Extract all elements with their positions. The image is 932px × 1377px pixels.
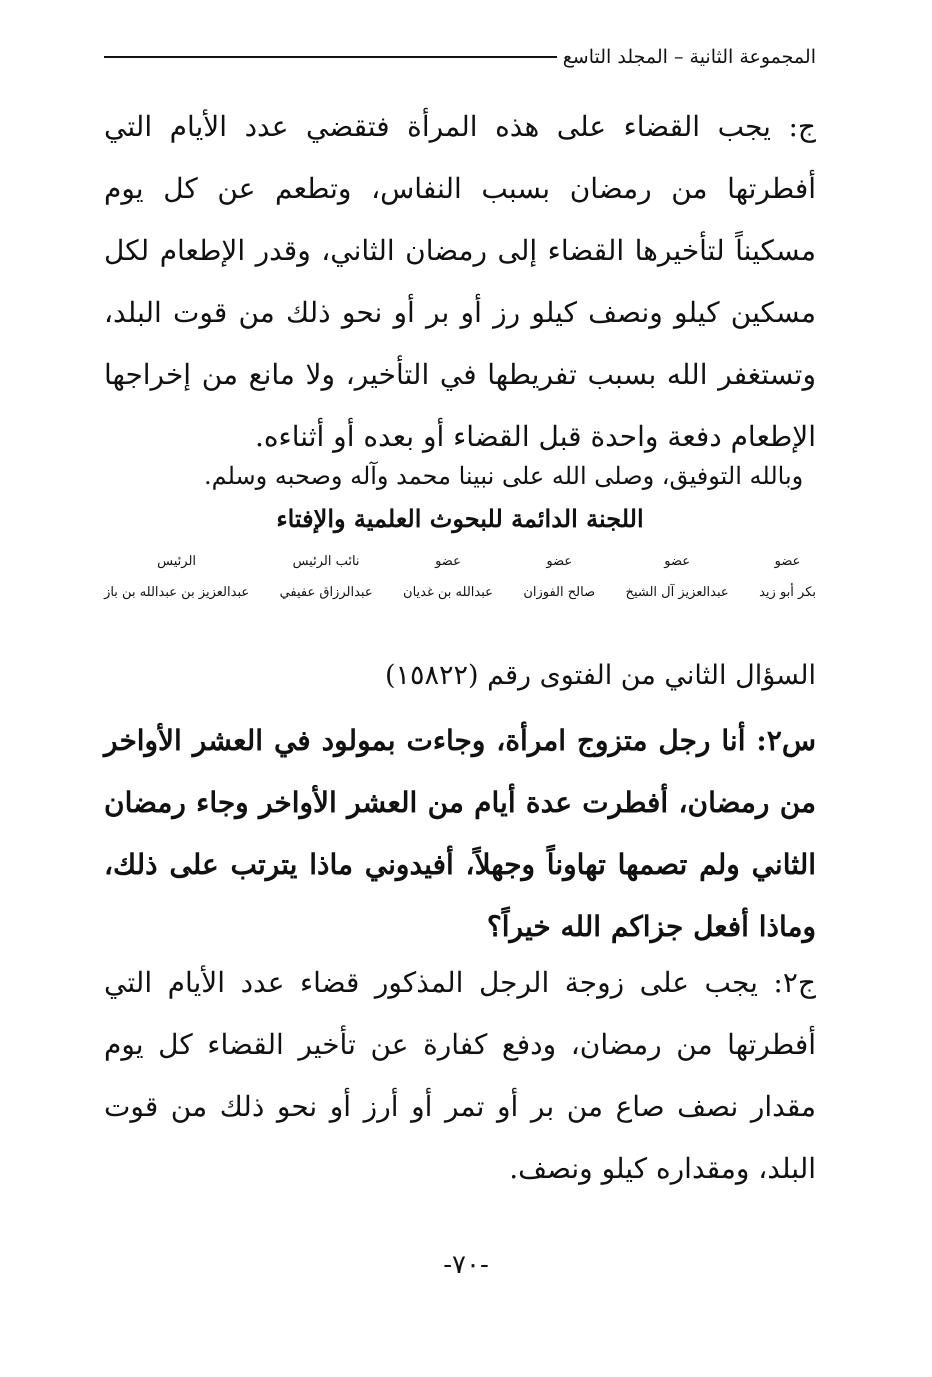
signature-role: عضو [664,554,690,569]
closing-line: وبالله التوفيق، وصلى الله على نبينا محمد وآله وصحبه وسلم. [204,462,804,490]
running-title: المجموعة الثانية – المجلد التاسع [562,46,816,68]
signature-president [104,554,249,600]
page-number: -٧٠- [443,1250,489,1280]
signature-name: عبدالعزيز بن عبدالله بن باز [104,585,250,600]
signature-name: عبدالعزيز آل الشيخ [625,585,729,600]
signature-member-2 [626,554,729,600]
signature-name: عبدالله بن غديان [403,585,493,600]
committee-signatures [104,554,816,600]
question-2-paragraph: س٢: أنا رجل متزوج امرأة، وجاءت بمولود في العشر الأواخر من رمضان، أفطرت عدة أيام من العشر الأواخر وجاء رمضان الثاني ولم تصمها تهاوناً وجهلاً، أفيدوني ماذا يترتب على ذلك، وماذا أفعل جزاكم الله خيراً؟ [104,724,816,943]
signature-role: الرئيس [157,554,197,569]
signature-member-3 [523,554,595,600]
signature-role: عضو [774,554,801,569]
signature-role: نائب الرئيس [292,554,360,569]
committee-title: اللجنة الدائمة للبحوث العلمية والإفتاء [276,504,644,533]
signature-name: بكر أبو زيد [759,585,816,600]
signature-role: عضو [546,554,573,569]
question-2-heading: السؤال الثاني من الفتوى رقم (١٥٨٢٢) [384,660,816,691]
signature-vice-president [280,554,373,600]
signature-member-1 [759,554,816,600]
signature-role: عضو [435,554,461,569]
header-rule [104,56,557,58]
signature-member-4 [403,554,493,600]
signature-name: عبدالرزاق عفيفي [279,585,373,600]
running-header [104,46,816,68]
answer-2-paragraph: ج٢: يجب على زوجة الرجل المذكور قضاء عدد الأيام التي أفطرتها من رمضان، ودفع كفارة عن تأخير القضاء كل يوم مقدار نصف صاع من بر أو تمر أو أرز أو نحو ذلك من قوت البلد، ومقداره كيلو ونصف. [104,966,816,1185]
answer-1-paragraph: ج: يجب القضاء على هذه المرأة فتقضي عدد الأيام التي أفطرتها من رمضان بسبب النفاس، وتطعم عن كل يوم مسكيناً لتأخيرها القضاء إلى رمضان الثاني، وقدر الإطعام لكل مسكين كيلو ونصف كيلو رز أو بر أو نحو ذلك من قوت البلد، وتستغفر الله بسبب تفريطها في التأخير، ولا مانع من إخراجها الإطعام دفعة واحدة قبل القضاء أو بعده أو أثناءه. [104,110,816,453]
signature-name: صالح الفوزان [523,585,596,600]
